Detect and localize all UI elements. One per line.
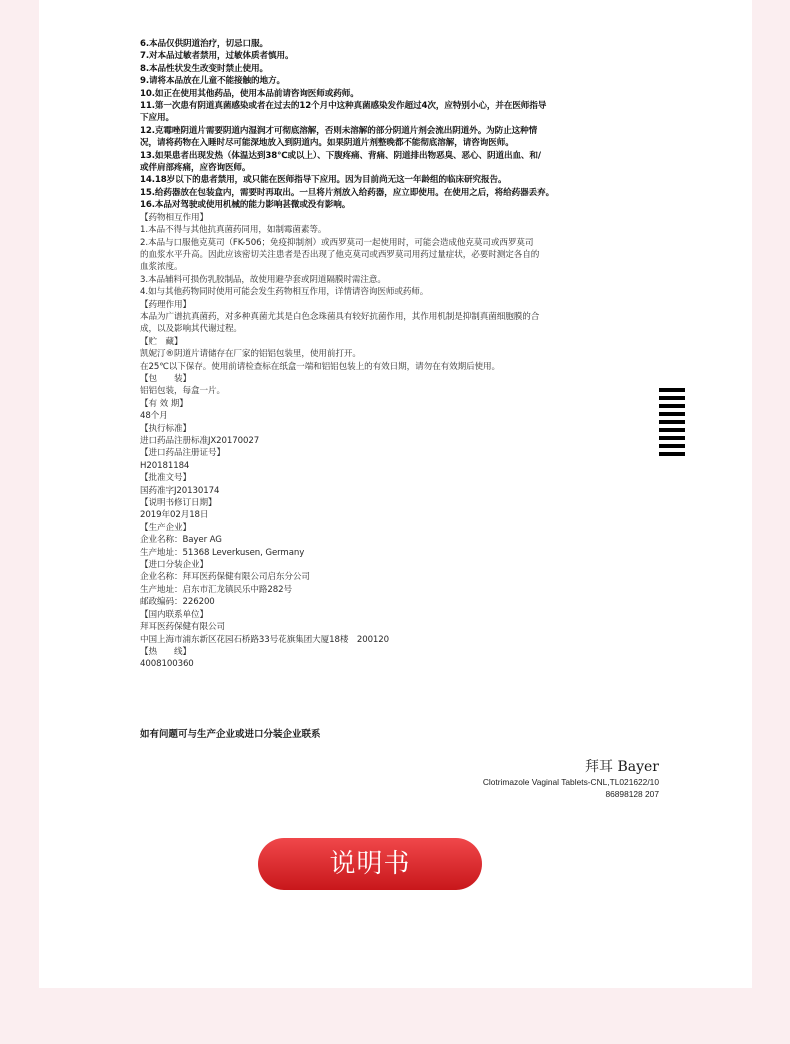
interactions-line: 1.本品不得与其他抗真菌药同用，如制霉菌素等。 xyxy=(140,225,327,236)
storage-line: 凯妮汀®阴道片请储存在厂家的铝铝包装里，使用前打开。 xyxy=(140,349,361,360)
warnings-list xyxy=(140,38,700,212)
hotline-heading: 【热 线】 xyxy=(140,646,191,657)
warning-line: 下应用。 xyxy=(140,113,174,124)
contact-line: 中国上海市浦东新区花园石桥路33号花旗集团大厦18楼 200120 xyxy=(140,634,390,645)
contact-note: 如有问题可与生产企业或进口分装企业联系 xyxy=(140,729,321,740)
approval-heading: 【批准文号】 xyxy=(140,473,191,484)
revision-heading: 【说明书修订日期】 xyxy=(140,498,217,509)
approval-value: 国药准字J20130174 xyxy=(140,485,220,496)
leaflet-button[interactable]: 说明书 xyxy=(258,838,482,890)
pharmacology-line: 本品为广谱抗真菌药，对多种真菌尤其是白色念珠菌具有较好抗菌作用，其作用机制是抑制真菌细胞膜的合 xyxy=(140,311,540,322)
warning-line: 14.18岁以下的患者禁用，或只能在医师指导下应用。因为目前尚无这一年龄组的临床研究报告。 xyxy=(140,175,507,186)
packer-line: 企业名称：拜耳医药保健有限公司启东分公司 xyxy=(140,572,310,583)
packer-line: 生产地址：启东市汇龙镇民乐中路282号 xyxy=(140,584,293,595)
warning-line: 或伴肩部疼痛，应咨询医师。 xyxy=(140,163,251,174)
leaflet-sheet xyxy=(39,0,752,988)
hotline-value: 4008100360 xyxy=(140,659,194,670)
interactions-line: 4.如与其他药物同时使用可能会发生药物相互作用，详情请咨询医师或药师。 xyxy=(140,287,429,298)
pharmacology-line: 成，以及影响其代谢过程。 xyxy=(140,324,242,335)
manufacturer-line: 企业名称：Bayer AG xyxy=(140,535,222,546)
warning-line: 11.第一次患有阴道真菌感染或者在过去的12个月中这种真菌感染发作超过4次，应特别小心，并在医师指导 xyxy=(140,101,547,112)
contact-heading: 【国内联系单位】 xyxy=(140,609,208,620)
side-barcode xyxy=(659,388,685,460)
validity-heading: 【有 效 期】 xyxy=(140,398,188,409)
validity-value: 48个月 xyxy=(140,411,168,422)
warning-line: 16.本品对驾驶或使用机械的能力影响甚微或没有影响。 xyxy=(140,200,351,211)
warning-line: 8.本品性状发生改变时禁止使用。 xyxy=(140,63,268,74)
revision-value: 2019年02月18日 xyxy=(140,510,209,521)
standard-value: 进口药品注册标准JX20170027 xyxy=(140,436,260,446)
packer-heading: 【进口分装企业】 xyxy=(140,560,208,571)
warning-line: 7.对本品过敏者禁用，过敏体质者慎用。 xyxy=(140,51,294,62)
interactions-line: 3.本品辅料可损伤乳胶制品，故使用避孕套或阴道隔膜时需注意。 xyxy=(140,274,386,285)
package-heading: 【包 装】 xyxy=(140,373,191,384)
package-value: 铝铝包装，每盒一片。 xyxy=(140,386,225,397)
product-ref: Clotrimazole Vaginal Tablets-CNL,TL021622/10 xyxy=(482,777,659,787)
standard-heading: 【执行标准】 xyxy=(140,423,191,434)
interactions-line: 血浆浓度。 xyxy=(140,262,183,273)
storage-heading: 【贮 藏】 xyxy=(140,336,183,347)
import-no-heading: 【进口药品注册证号】 xyxy=(140,448,225,459)
leaflet-text xyxy=(140,38,700,671)
interactions-line: 的血浆水平升高。因此应该密切关注患者是否出现了他克莫司或西罗莫司用药过量症状，必要时测定各自的 xyxy=(140,249,540,260)
brand-block xyxy=(483,758,659,800)
warning-line: 13.如果患者出现发热（体温达到38℃或以上）、下腹疼痛、背痛、阴道排出物恶臭、恶心、阴道出血、和/ xyxy=(140,150,541,161)
interactions-heading: 【药物相互作用】 xyxy=(140,212,208,223)
manufacturer-line: 生产地址：51368 Leverkusen, Germany xyxy=(140,547,305,558)
contact-line: 拜耳医药保健有限公司 xyxy=(140,622,225,633)
warning-line: 15.给药器放在包装盒内，需要时再取出。一旦将片剂放入给药器，应立即使用。在使用之后，将给药器丢弃。 xyxy=(140,187,555,198)
warning-line: 6.本品仅供阴道治疗，切忌口服。 xyxy=(140,39,268,49)
manufacturer-heading: 【生产企业】 xyxy=(140,522,191,533)
warning-line: 况，请将药物在入睡时尽可能深地放入到阴道内。如果阴道片剂整晚都不能彻底溶解，请咨询医师。 xyxy=(140,138,514,149)
brand-name: 拜耳 Bayer xyxy=(585,759,659,775)
warning-line: 9.请将本品放在儿童不能接触的地方。 xyxy=(140,76,285,87)
pharmacology-heading: 【药理作用】 xyxy=(140,299,191,310)
packer-line: 邮政编码：226200 xyxy=(140,597,215,608)
warning-line: 12.克霉唑阴道片需要阴道内湿润才可彻底溶解，否则未溶解的部分阴道片剂会流出阴道外。为防止这种情 xyxy=(140,125,538,136)
product-code: 86898128 207 xyxy=(605,789,659,799)
import-no-value: H20181184 xyxy=(140,460,190,471)
warning-line: 10.如正在使用其他药品，使用本品前请咨询医师或药师。 xyxy=(140,88,359,99)
storage-line: 在25℃以下保存。使用前请检查标在纸盒一端和铝铝包装上的有效日期，请勿在有效期后使用。 xyxy=(140,361,501,372)
interactions-line: 2.本品与口服他克莫司（FK-506；免疫抑制剂）或西罗莫司一起使用时，可能会造成他克莫司或西罗莫司 xyxy=(140,237,534,248)
